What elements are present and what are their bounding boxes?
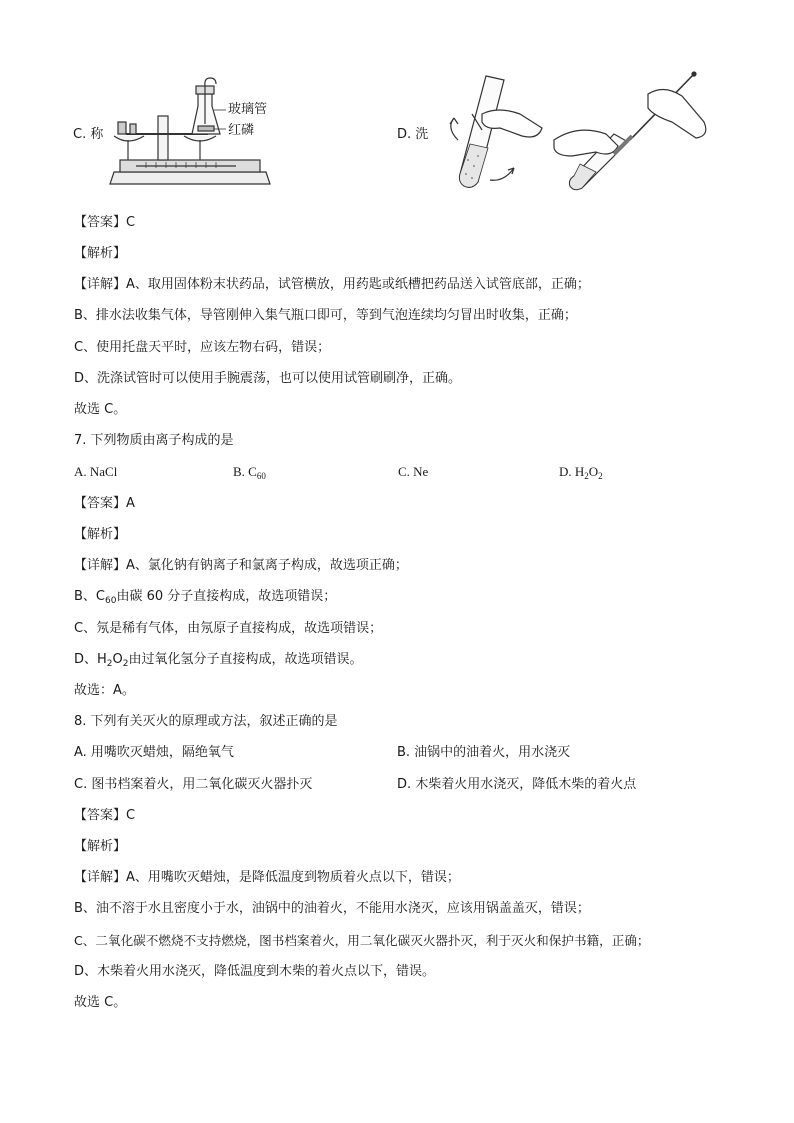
q7-answer: 【答案】A [74,496,135,511]
q8-detail-line-3: C、二氧化碳不燃烧不支持燃烧，图书档案着火，用二氧化碳灭火器扑灭，利于灭火和保护书籍，正确； [74,933,650,948]
q6-conclusion: 故选 C。 [74,402,127,417]
q8-option-c: C. 图书档案着火，用二氧化碳灭火器扑灭 [74,777,313,792]
q6-analysis-heading: 【解析】 [74,246,127,261]
q8-detail-line-4: D、木柴着火用水浇灭，降低温度到木柴的着火点以下，错误。 [74,964,436,979]
q7-option-b: B. $C_{60}$ [233,464,266,481]
q8-conclusion: 故选 C。 [74,995,127,1010]
q6-answer: 【答案】C [74,215,136,230]
q8-detail-line-2: B、油不溶于水且密度小于水，油锅中的油着火，不能用水浇灭，应该用锅盖盖灭，错误； [74,901,590,916]
q7-option-c: C. Ne [398,464,429,479]
q6-detail-line-3: C、使用托盘天平时，应该左物右码，错误； [74,340,331,355]
q8-option-b: B. 油锅中的油着火，用水浇灭 [397,745,571,760]
q6-detail-line-1: 【详解】A、取用固体粉末状药品，试管横放，用药匙或纸槽把药品送入试管底部，正确； [74,277,590,292]
q8-answer: 【答案】C [74,808,136,823]
q7-detail-line-1: 【详解】A、氯化钠有钠离子和氯离子构成，故选项正确； [74,558,408,573]
q7-detail-line-2: B、$C_{60}$由碳 60 分子直接构成，故选项错误； [74,589,337,606]
glass-tube-label: 玻璃管 [228,102,268,117]
q7-analysis-heading: 【解析】 [74,527,127,542]
red-phosphorus-label: 红磷 [228,123,255,138]
q7-option-a: A. NaCl [74,464,118,479]
q7-detail-line-4: D、$H_2O_2$由过氧化氢分子直接构成，故选项错误。 [74,652,363,669]
q6-detail-line-2: B、排水法收集气体，导管刚伸入集气瓶口即可，等到气泡连续均匀冒出时收集，正确； [74,308,577,323]
q7-option-d: D. $H_2O_2$ [559,464,603,481]
q8-analysis-heading: 【解析】 [74,839,127,854]
q8-stem: 8. 下列有关灭火的原理或方法，叙述正确的是 [74,714,338,729]
q8-option-d: D. 木柴着火用水浇灭，降低木柴的着火点 [397,777,637,792]
q7-stem: 7. 下列物质由离子构成的是 [74,433,234,448]
option-d-label: D. 洗 [397,127,429,142]
option-c-label: C. 称 [73,127,104,142]
test-tube-washing-figure [442,70,714,194]
q8-option-a: A. 用嘴吹灭蜡烛，隔绝氧气 [74,745,234,760]
q6-detail-line-4: D、洗涤试管时可以使用手腕震荡，也可以使用试管刷刷净，正确。 [74,371,462,386]
q8-detail-line-1: 【详解】A、用嘴吹灭蜡烛，是降低温度到物质着火点以下，错误； [74,870,460,885]
q7-detail-line-3: C、氖是稀有气体，由氖原子直接构成，故选项错误； [74,621,383,636]
q7-conclusion: 故选：A。 [74,683,135,698]
